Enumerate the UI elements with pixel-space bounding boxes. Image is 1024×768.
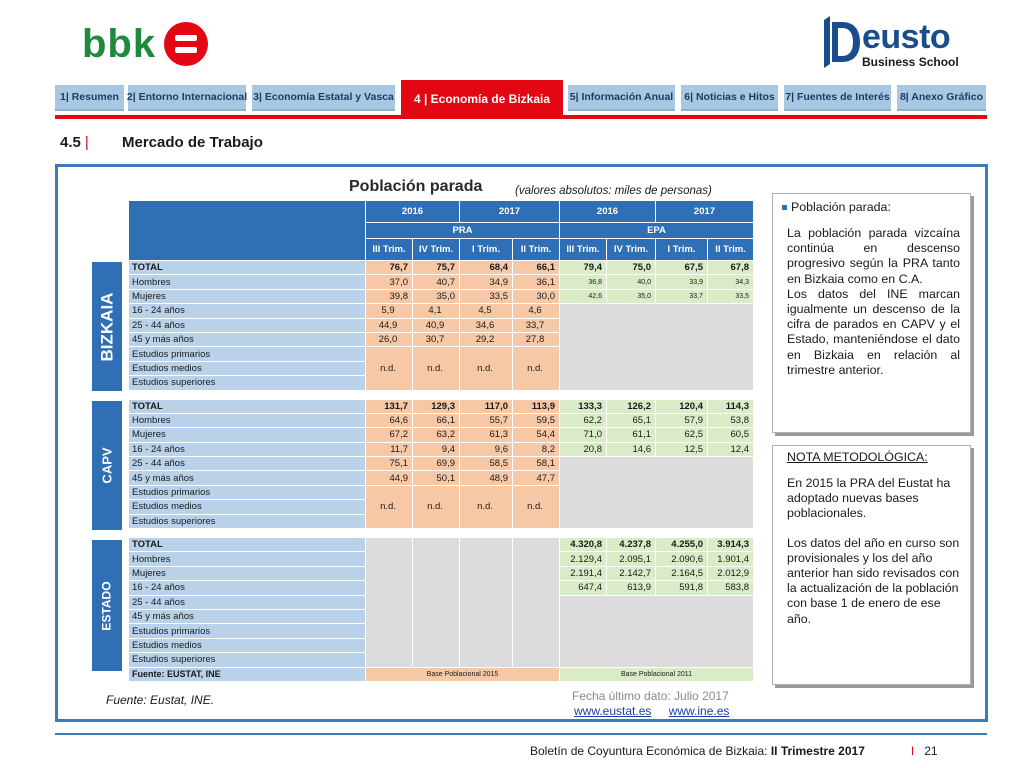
table-row [129,428,754,442]
cell-pra: 50,1 [413,471,460,485]
row-label: Estudios primarios [129,485,366,499]
cell-pra: 9,6 [460,442,513,456]
methodology-heading: NOTA METODOLÓGICA: [787,450,928,464]
cell-pra: 69,9 [413,457,460,471]
bbk-logo-text: bbk [82,22,157,66]
cell-epa: 67,8 [708,261,754,275]
commentary-paragraph: La población parada vizcaína continúa en descenso progresivo según la PRA tanto en Bizkaia como en C.A. [787,226,960,286]
ine-link[interactable]: www.ine.es [668,704,730,718]
region-label-estado: ESTADO [92,540,122,671]
cell-epa: 2.012,9 [708,566,754,580]
cell-pra: 8,2 [513,442,560,456]
cell-epa: 65,1 [607,413,656,427]
header-quarter: III Trim. [560,239,607,261]
cell-epa: 14,6 [607,442,656,456]
empty-cell [513,538,560,668]
cell-pra: 58,5 [460,457,513,471]
footer-period: II Trimestre 2017 [770,744,865,758]
empty-cell [366,538,413,668]
cell-epa: 4.255,0 [656,538,708,552]
cell-pra: 35,0 [413,289,460,303]
cell-epa: 4.320,8 [560,538,607,552]
row-label: Estudios medios [129,500,366,514]
cell-pra: 131,7 [366,399,413,413]
row-label: 25 - 44 años [129,457,366,471]
row-label: Estudios superiores [129,514,366,528]
row-label: Estudios primarios [129,624,366,638]
cell-pra: 30,7 [413,332,460,346]
table-row [129,413,754,427]
footer-text: Boletín de Coyuntura Económica de Bizkaia: [530,744,771,758]
header-quarter: IV Trim. [413,239,460,261]
tab-anexo-grafico[interactable]: 8| Anexo Gráfico [897,85,986,111]
header-quarter: II Trim. [708,239,754,261]
row-label: Hombres [129,413,366,427]
row-label: Mujeres [129,566,366,580]
table-header-blank [129,201,366,261]
cell-pra: 75,7 [413,261,460,275]
table-row [129,289,754,303]
tabs-underline [55,115,987,119]
row-label: TOTAL [129,399,366,413]
footer-separator: I [910,744,915,758]
header-year: 2017 [656,201,754,223]
section-heading [60,134,263,151]
cell-pra: 64,6 [366,413,413,427]
tab-fuentes-interes[interactable]: 7| Fuentes de Interés [784,85,891,111]
cell-epa: 33,7 [656,289,708,303]
cell-pra: 48,9 [460,471,513,485]
page-footer [530,744,938,758]
row-label: 45 y más años [129,471,366,485]
header-year: 2016 [366,201,460,223]
source-note: Fuente: Eustat, INE. [106,693,215,707]
cell-pra: 61,3 [460,428,513,442]
cell-pra: 40,9 [413,318,460,332]
header-method-epa: EPA [560,223,754,239]
region-label-capv: CAPV [92,401,122,530]
cell-pra: 76,7 [366,261,413,275]
cell-epa: 62,2 [560,413,607,427]
cell-pra: 44,9 [366,318,413,332]
deusto-d-icon [822,16,862,68]
section-tabs [55,83,987,119]
commentary-box [772,193,971,433]
tab-resumen[interactable]: 1| Resumen [55,85,124,111]
cell-pra: 34,6 [460,318,513,332]
cell-pra: n.d. [513,347,560,390]
row-label: 16 - 24 años [129,581,366,595]
table-row [129,261,754,275]
row-label: TOTAL [129,538,366,552]
methodology-paragraph: Los datos del año en curso son provisionales y los del año anterior han sido revisados con la actualización de la población con base 1 de enero de ese año. [787,535,960,626]
cell-pra: 33,5 [460,289,513,303]
header-quarter: IV Trim. [607,239,656,261]
cell-epa: 12,5 [656,442,708,456]
cell-pra: 75,1 [366,457,413,471]
commentary-paragraph: Los datos del INE marcan igualmente un descenso de la cifra de parados en CAPV y el Estado, manteniéndose el dato en Bizkaia en relación al trimestre anterior. [787,286,960,377]
cell-pra: 37,0 [366,275,413,289]
row-label: Hombres [129,552,366,566]
cell-epa: 114,3 [708,399,754,413]
cell-pra: 30,0 [513,289,560,303]
cell-pra: 9,4 [413,442,460,456]
cell-pra: 5,9 [366,304,413,318]
header-quarter: I Trim. [460,239,513,261]
cell-pra: 47,7 [513,471,560,485]
cell-epa: 647,4 [560,581,607,595]
row-label: 45 y más años [129,609,366,623]
table-row [129,538,754,552]
cell-pra: 68,4 [460,261,513,275]
epa-base-note: Base Poblacional 2011 [560,667,754,681]
cell-pra: 40,7 [413,275,460,289]
header-quarter: I Trim. [656,239,708,261]
row-label: 25 - 44 años [129,595,366,609]
cell-epa: 35,0 [607,289,656,303]
cell-epa: 57,9 [656,413,708,427]
methodology-paragraph: En 2015 la PRA del Eustat ha adoptado nuevas bases poblacionales. [787,476,951,521]
cell-pra: 33,7 [513,318,560,332]
row-label: 16 - 24 años [129,442,366,456]
row-label: 16 - 24 años [129,304,366,318]
page-number: 21 [924,744,938,758]
cell-epa: 2.095,1 [607,552,656,566]
cell-pra: 117,0 [460,399,513,413]
row-label: 25 - 44 años [129,318,366,332]
cell-pra: n.d. [413,485,460,528]
cell-epa: 133,3 [560,399,607,413]
cell-epa: 12,4 [708,442,754,456]
tab-entorno-internacional[interactable]: 2| Entorno Internacional [128,85,246,111]
cell-pra: 11,7 [366,442,413,456]
cell-pra: 4,1 [413,304,460,318]
cell-epa: 20,8 [560,442,607,456]
table-row [129,457,754,471]
cell-epa: 613,9 [607,581,656,595]
cell-pra: 66,1 [413,413,460,427]
region-label-bizkaia: BIZKAIA [92,262,122,391]
cell-pra: 4,6 [513,304,560,318]
row-label: Mujeres [129,289,366,303]
cell-pra: 63,2 [413,428,460,442]
row-label: Hombres [129,275,366,289]
unemployment-table [128,200,754,682]
cell-pra: 27,8 [513,332,560,346]
cell-pra: n.d. [513,485,560,528]
cell-pra: 67,2 [366,428,413,442]
cell-pra: 36,1 [513,275,560,289]
cell-pra: 113,9 [513,399,560,413]
commentary-heading: Población parada: [782,200,960,214]
cell-epa: 4.237,8 [607,538,656,552]
bullet-square-icon [782,205,787,210]
tab-informacion-anual[interactable]: 5| Información Anual [568,85,675,111]
empty-cell [560,595,754,667]
table-row [129,304,754,318]
tab-economia-estatal-vasca[interactable]: 3| Economía Estatal y Vasca [252,85,395,111]
cell-epa: 3.914,3 [708,538,754,552]
cell-pra: 58,1 [513,457,560,471]
cell-epa: 2.090,6 [656,552,708,566]
table-row [129,442,754,456]
cell-epa: 591,8 [656,581,708,595]
header-year: 2017 [460,201,560,223]
cell-epa: 1.901,4 [708,552,754,566]
cell-epa: 120,4 [656,399,708,413]
cell-pra: 66,1 [513,261,560,275]
table-title: Población parada [349,178,483,195]
row-label: Estudios superiores [129,376,366,390]
cell-pra: 59,5 [513,413,560,427]
bbk-logo [82,22,208,66]
row-label: Estudios primarios [129,347,366,361]
cell-epa: 62,5 [656,428,708,442]
cell-pra: 44,9 [366,471,413,485]
cell-epa: 583,8 [708,581,754,595]
empty-cell [460,538,513,668]
empty-cell [560,457,754,529]
cell-epa: 79,4 [560,261,607,275]
section-title: Mercado de Trabajo [122,134,263,151]
row-label: TOTAL [129,261,366,275]
table-subtitle: (valores absolutos: miles de personas) [515,185,712,197]
cell-epa: 67,5 [656,261,708,275]
footer-rule [55,733,987,735]
cell-epa: 75,0 [607,261,656,275]
methodology-note-box [772,445,971,685]
cell-epa: 71,0 [560,428,607,442]
deusto-logo-subtitle: Business School [862,55,959,69]
row-label: Estudios medios [129,361,366,375]
empty-cell [560,304,754,390]
cell-epa: 61,1 [607,428,656,442]
pra-base-note: Base Poblacional 2015 [366,667,560,681]
cell-epa: 2.191,4 [560,566,607,580]
header-method-pra: PRA [366,223,560,239]
cell-epa: 2.164,5 [656,566,708,580]
deusto-logo-name: eusto [862,18,951,56]
cell-epa: 53,8 [708,413,754,427]
cell-pra: 39,8 [366,289,413,303]
cell-pra: 29,2 [460,332,513,346]
cell-pra: n.d. [460,485,513,528]
cell-epa: 42,6 [560,289,607,303]
section-separator: | [84,134,89,151]
table-row [129,399,754,413]
cell-pra: 4,5 [460,304,513,318]
tab-economia-bizkaia[interactable]: 4 | Economía de Bizkaia [401,80,563,117]
last-data-date: Fecha último dato: Julio 2017 [572,689,729,703]
header-year: 2016 [560,201,656,223]
source-links [574,704,743,718]
cell-epa: 33,5 [708,289,754,303]
cell-epa: 60,5 [708,428,754,442]
cell-pra: 55,7 [460,413,513,427]
cell-pra: n.d. [460,347,513,390]
cell-pra: n.d. [366,347,413,390]
cell-pra: n.d. [366,485,413,528]
cell-epa: 126,2 [607,399,656,413]
table-source-label: Fuente: EUSTAT, INE [129,667,366,681]
cell-epa: 40,0 [607,275,656,289]
cell-pra: 34,9 [460,275,513,289]
header-quarter: III Trim. [366,239,413,261]
row-label: Estudios medios [129,638,366,652]
cell-pra: n.d. [413,347,460,390]
header-quarter: II Trim. [513,239,560,261]
cell-pra: 26,0 [366,332,413,346]
table-source-row [129,667,754,681]
row-label: Mujeres [129,428,366,442]
empty-cell [413,538,460,668]
cell-epa: 34,3 [708,275,754,289]
row-label: Estudios superiores [129,653,366,667]
bbk-logo-mark-icon [164,22,208,66]
cell-pra: 54,4 [513,428,560,442]
cell-epa: 36,8 [560,275,607,289]
cell-pra: 129,3 [413,399,460,413]
eustat-link[interactable]: www.eustat.es [574,704,652,718]
tab-noticias-hitos[interactable]: 6| Noticias e Hitos [681,85,778,111]
cell-epa: 2.142,7 [607,566,656,580]
row-label: 45 y más años [129,332,366,346]
cell-epa: 33,9 [656,275,708,289]
table-row [129,275,754,289]
section-number: 4.5 [60,134,81,151]
cell-epa: 2.129,4 [560,552,607,566]
